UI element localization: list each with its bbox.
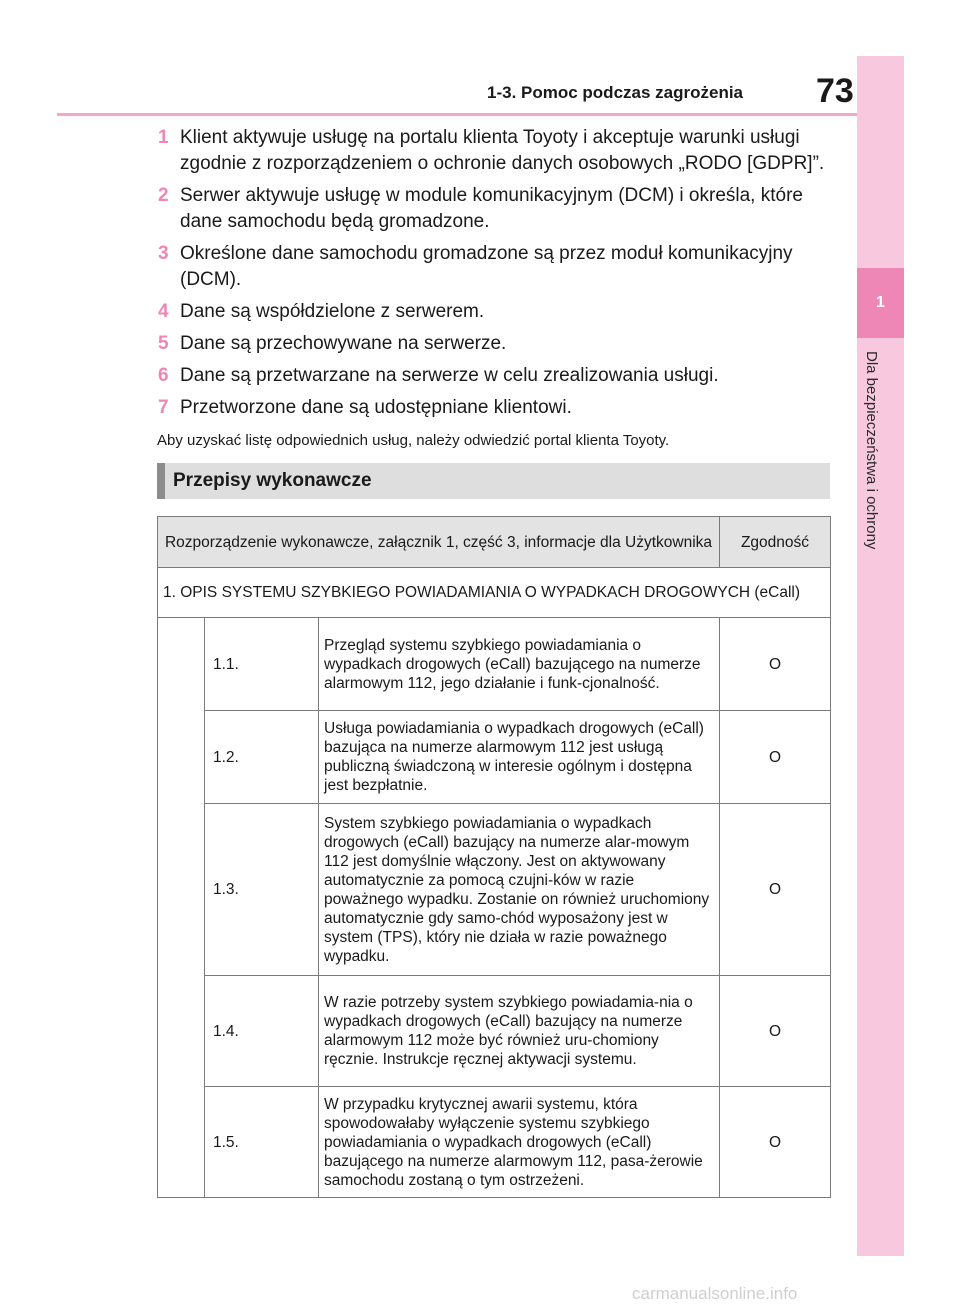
- step-text: Serwer aktywuje usługę w module komunikacyjnym (DCM) i określa, które dane samochodu będą gromadzone.: [180, 185, 803, 232]
- row-compliance: O: [720, 618, 831, 711]
- table-header-row: [158, 517, 831, 568]
- section-heading: [157, 463, 830, 499]
- row-number: 1.5.: [205, 1087, 319, 1198]
- step-number: 5: [158, 333, 169, 354]
- steps-list: [158, 125, 838, 427]
- portal-note: Aby uzyskać listę odpowiednich usług, należy odwiedzić portal klienta Toyoty.: [157, 432, 670, 449]
- row-compliance: O: [720, 804, 831, 976]
- side-tab-bar: [857, 56, 904, 1256]
- row-number: 1.1.: [205, 618, 319, 711]
- table-row: [158, 711, 831, 804]
- row-compliance: O: [720, 976, 831, 1087]
- step-number: 7: [158, 397, 169, 418]
- step-number: 3: [158, 243, 169, 264]
- section-row-text: 1. OPIS SYSTEMU SZYBKIEGO POWIADAMIANIA O WYPADKACH DROGOWYCH (eCall): [158, 568, 831, 618]
- step-number: 4: [158, 301, 169, 322]
- step-text: Dane są współdzielone z serwerem.: [180, 301, 485, 322]
- row-number: 1.4.: [205, 976, 319, 1087]
- chapter-number: 1: [876, 294, 885, 311]
- table-row: [158, 976, 831, 1087]
- row-description: Przegląd systemu szybkiego powiadamiania o wypadkach drogowych (eCall) bazującego na numerze alarmowym 112, jego działanie i funk-cjonalność.: [319, 618, 720, 711]
- table-section-row: [158, 568, 831, 618]
- step-item: [158, 363, 838, 389]
- indent-cell: [158, 618, 205, 1198]
- step-number: 2: [158, 185, 169, 206]
- row-description: W razie potrzeby system szybkiego powiadamia-nia o wypadkach drogowych (eCall) bazujący na numerze alarmowym 112 może być również uru-chomiony ręcznie. Instrukcje ręcznej aktywacji systemu.: [319, 976, 720, 1087]
- page-number: 73: [816, 72, 854, 110]
- header-divider: [57, 113, 857, 116]
- page-header-title: 1-3. Pomoc podczas zagrożenia: [487, 83, 744, 102]
- row-compliance: O: [720, 711, 831, 804]
- step-number: 1: [158, 127, 169, 148]
- row-number: 1.3.: [205, 804, 319, 976]
- row-description: Usługa powiadamiania o wypadkach drogowych (eCall) bazująca na numerze alarmowym 112 jest usługą publiczną świadczoną w interesie ogólnym i dostępna jest bezpłatnie.: [319, 711, 720, 804]
- table-row: [158, 804, 831, 976]
- row-number: 1.2.: [205, 711, 319, 804]
- chapter-tab[interactable]: [857, 268, 904, 338]
- step-item: [158, 299, 838, 325]
- step-item: [158, 395, 838, 421]
- step-item: [158, 241, 838, 293]
- step-item: [158, 331, 838, 357]
- step-item: [158, 183, 838, 235]
- table-row: [158, 1087, 831, 1198]
- step-text: Dane są przetwarzane na serwerze w celu zrealizowania usługi.: [180, 365, 719, 386]
- regulations-table: [157, 516, 831, 1198]
- step-item: [158, 125, 838, 177]
- step-text: Określone dane samochodu gromadzone są przez moduł komunikacyjny (DCM).: [180, 243, 793, 290]
- row-compliance: O: [720, 1087, 831, 1198]
- step-text: Przetworzone dane są udostępniane klientowi.: [180, 397, 572, 418]
- step-text: Klient aktywuje usługę na portalu klienta Toyoty i akceptuje warunki usługi zgodnie z rozporządzeniem o ochronie danych osobowych „RODO [GDPR]”.: [180, 127, 825, 174]
- step-text: Dane są przechowywane na serwerze.: [180, 333, 507, 354]
- chapter-label: Dla bezpieczeństwa i ochrony: [863, 351, 880, 550]
- row-description: System szybkiego powiadamiania o wypadkach drogowych (eCall) bazujący na numerze alar-mowym 112 jest domyślnie włączony. Jest on aktywowany automatycznie za pomocą czujni-ków w razie poważnego wypadku. Zostanie on również uruchomiony automatycznie gdy samo-chód wyposażony jest w system (TPS), który nie działa w razie poważnego wypadku.: [319, 804, 720, 976]
- header-compliance: Zgodność: [720, 517, 831, 568]
- step-number: 6: [158, 365, 169, 386]
- row-description: W przypadku krytycznej awarii systemu, która spowodowałaby wyłączenie systemu szybkiego powiadamiania o wypadkach drogowych (eCall) bazującego na numerze alarmowym 112, pasa-żerowie samochodu zostaną o tym ostrzeżeni.: [319, 1087, 720, 1198]
- section-accent: [157, 463, 165, 499]
- header-regulation: Rozporządzenie wykonawcze, załącznik 1, część 3, informacje dla Użytkownika: [158, 517, 720, 568]
- section-title: Przepisy wykonawcze: [173, 470, 372, 491]
- table-row: [158, 618, 831, 711]
- watermark-text: carmanualsonline.info: [632, 1284, 798, 1303]
